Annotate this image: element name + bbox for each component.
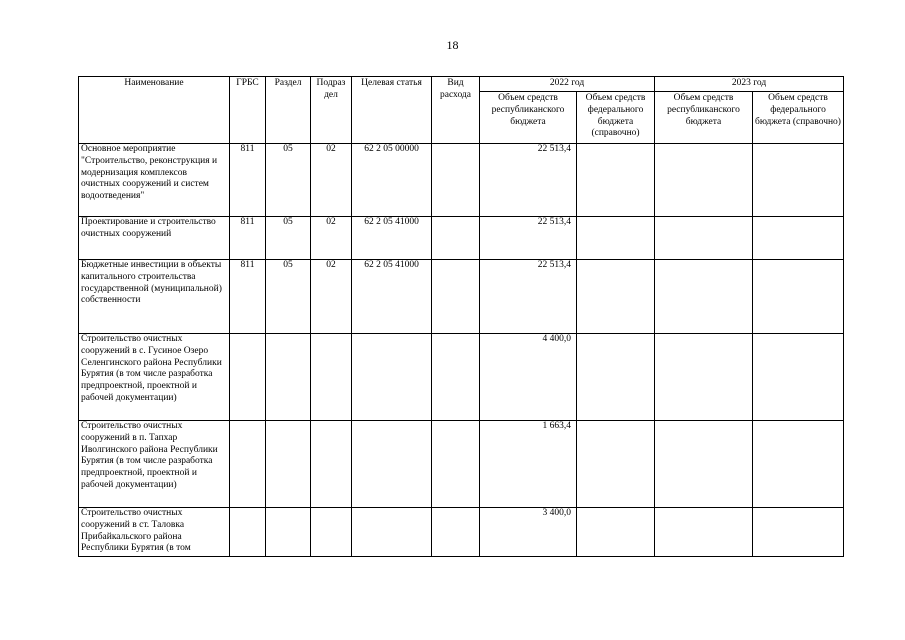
row-name: Основное мероприятие "Строительство, реконструкция и модернизация комплексов очистных сооружений и систем водоотведения" bbox=[79, 144, 230, 217]
row-republican-2022: 22 513,4 bbox=[480, 260, 577, 334]
table-row bbox=[79, 144, 844, 217]
row-razdel bbox=[266, 421, 311, 508]
row-expense-type bbox=[432, 334, 480, 421]
row-federal-2023 bbox=[753, 334, 844, 421]
row-federal-2022 bbox=[577, 334, 655, 421]
row-grbs bbox=[230, 421, 266, 508]
header-grbs: ГРБС bbox=[230, 77, 266, 144]
row-republican-2023 bbox=[655, 144, 753, 217]
row-federal-2023 bbox=[753, 217, 844, 260]
table-header bbox=[79, 77, 844, 144]
row-federal-2023 bbox=[753, 144, 844, 217]
row-podrazdel: 02 bbox=[311, 260, 352, 334]
budget-table bbox=[78, 76, 844, 557]
row-federal-2023 bbox=[753, 260, 844, 334]
row-razdel: 05 bbox=[266, 217, 311, 260]
header-republican-2022: Объем средств республиканского бюджета bbox=[480, 92, 577, 144]
header-razdel: Раздел bbox=[266, 77, 311, 144]
table-row bbox=[79, 260, 844, 334]
header-podrazdel: Подраз дел bbox=[311, 77, 352, 144]
row-federal-2023 bbox=[753, 508, 844, 557]
row-federal-2022 bbox=[577, 217, 655, 260]
header-republican-2023: Объем средств республиканского бюджета bbox=[655, 92, 753, 144]
table-row bbox=[79, 508, 844, 557]
table-body bbox=[79, 144, 844, 557]
row-federal-2022 bbox=[577, 144, 655, 217]
row-republican-2023 bbox=[655, 260, 753, 334]
row-republican-2023 bbox=[655, 421, 753, 508]
row-podrazdel: 02 bbox=[311, 217, 352, 260]
row-podrazdel bbox=[311, 421, 352, 508]
row-republican-2022: 4 400,0 bbox=[480, 334, 577, 421]
row-republican-2022: 1 663,4 bbox=[480, 421, 577, 508]
row-name: Строительство очистных сооружений в с. Гусиное Озеро Селенгинского района Республики Бурятия (в том числе разработка предпроектной, проектной и рабочей документации) bbox=[79, 334, 230, 421]
row-republican-2022: 22 513,4 bbox=[480, 144, 577, 217]
header-target-article: Целевая статья bbox=[352, 77, 432, 144]
row-podrazdel: 02 bbox=[311, 144, 352, 217]
row-podrazdel bbox=[311, 334, 352, 421]
row-name: Строительство очистных сооружений в п. Тапхар Иволгинского района Республики Бурятия (в том числе разработка предпроектной, проектной и рабочей документации) bbox=[79, 421, 230, 508]
header-expense-type: Вид расхода bbox=[432, 77, 480, 144]
row-federal-2022 bbox=[577, 508, 655, 557]
page-number: 18 bbox=[446, 38, 459, 52]
row-grbs: 811 bbox=[230, 144, 266, 217]
row-republican-2022: 3 400,0 bbox=[480, 508, 577, 557]
header-year-2023: 2023 год bbox=[655, 77, 844, 92]
row-razdel: 05 bbox=[266, 144, 311, 217]
row-razdel: 05 bbox=[266, 260, 311, 334]
row-expense-type bbox=[432, 421, 480, 508]
row-name: Строительство очистных сооружений в ст. Таловка Прибайкальского района Республики Бурятия (в том bbox=[79, 508, 230, 557]
row-federal-2022 bbox=[577, 260, 655, 334]
row-republican-2023 bbox=[655, 508, 753, 557]
row-target-article: 62 2 05 41000 bbox=[352, 260, 432, 334]
row-target-article bbox=[352, 508, 432, 557]
row-grbs bbox=[230, 334, 266, 421]
header-year-2022: 2022 год bbox=[480, 77, 655, 92]
row-podrazdel bbox=[311, 508, 352, 557]
row-target-article bbox=[352, 334, 432, 421]
row-federal-2022 bbox=[577, 421, 655, 508]
header-federal-2023: Объем средств федерального бюджета (справочно) bbox=[753, 92, 844, 144]
row-grbs bbox=[230, 508, 266, 557]
table-row bbox=[79, 421, 844, 508]
header-federal-2022: Объем средств федерального бюджета (справочно) bbox=[577, 92, 655, 144]
row-republican-2023 bbox=[655, 334, 753, 421]
row-expense-type bbox=[432, 508, 480, 557]
row-target-article bbox=[352, 421, 432, 508]
row-republican-2022: 22 513,4 bbox=[480, 217, 577, 260]
row-grbs: 811 bbox=[230, 217, 266, 260]
header-name: Наименование bbox=[79, 77, 230, 144]
row-razdel bbox=[266, 508, 311, 557]
row-expense-type bbox=[432, 217, 480, 260]
row-expense-type bbox=[432, 260, 480, 334]
row-grbs: 811 bbox=[230, 260, 266, 334]
row-republican-2023 bbox=[655, 217, 753, 260]
row-name: Бюджетные инвестиции в объекты капитального строительства государственной (муниципальной) собственности bbox=[79, 260, 230, 334]
row-target-article: 62 2 05 00000 bbox=[352, 144, 432, 217]
table-row bbox=[79, 217, 844, 260]
row-name: Проектирование и строительство очистных сооружений bbox=[79, 217, 230, 260]
row-expense-type bbox=[432, 144, 480, 217]
row-federal-2023 bbox=[753, 421, 844, 508]
row-razdel bbox=[266, 334, 311, 421]
row-target-article: 62 2 05 41000 bbox=[352, 217, 432, 260]
table-row bbox=[79, 334, 844, 421]
